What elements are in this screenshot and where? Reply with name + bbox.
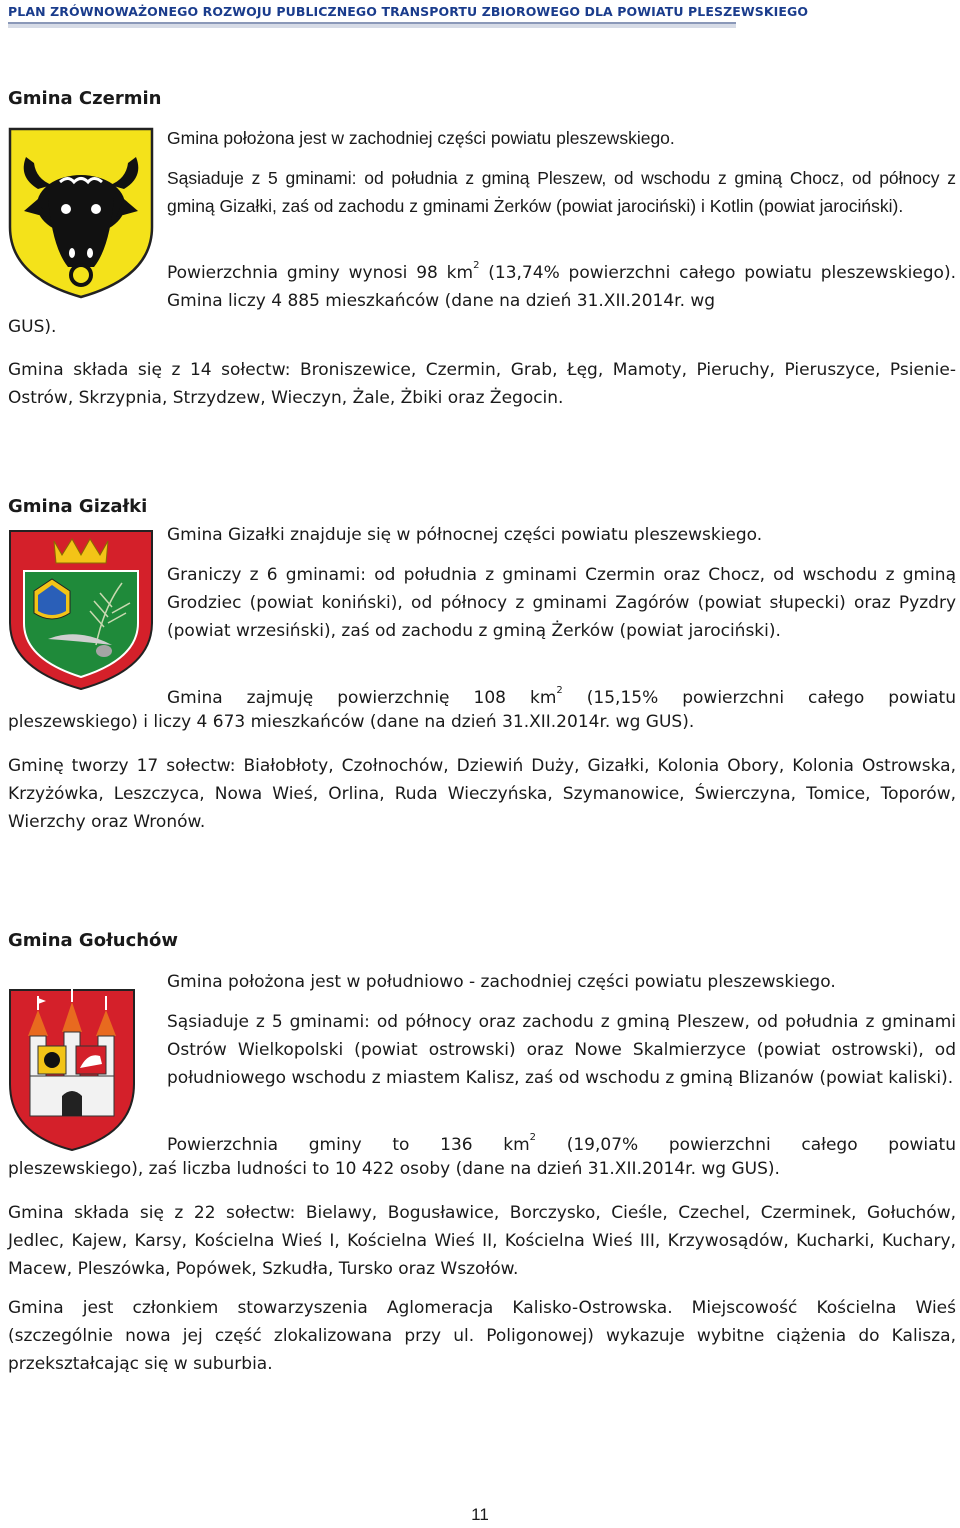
header-rule-shadow [8, 24, 736, 28]
gizalki-paragraph-neighbours: Graniczy z 6 gminami: od południa z gminami Czermin oraz Chocz, od wschodu z gminą Grodziec (powiat koniński), od północy z gminami Zagórów (powiat słupecki) oraz Pyzdry (powiat wrzesiński), zaś od zachodu z gminą Żerków (powiat jarociński). [167, 565, 956, 641]
knight-rider-icon [76, 1046, 106, 1074]
goluchow-area-continued: pleszewskiego), zaś liczba ludności to 10 422 osoby (dane na dzień 31.XII.2014r. wg GUS). [8, 1159, 780, 1179]
ox-head-small-icon [38, 1046, 66, 1074]
czermin-area-unit-sup: 2 [473, 260, 480, 272]
goluchow-area-text: Powierzchnia gminy to 136 km [167, 1135, 530, 1155]
goluchow-coat-of-arms [8, 984, 136, 1152]
gizalki-coat-of-arms [8, 527, 154, 691]
czermin-area-text-2: (13,74% powierzchni całego powiatu pleszewskiego). Gmina liczy 4 885 mieszkańców (dane na dzień 31.XII.2014r. wg [167, 263, 956, 311]
czermin-paragraph-location: Gmina położona jest w zachodniej części powiatu pleszewskiego. [167, 128, 675, 148]
gizalki-area-continued: pleszewskiego) i liczy 4 673 mieszkańców (dane na dzień 31.XII.2014r. wg GUS). [8, 712, 695, 732]
czermin-paragraph-neighbours: Sąsiaduje z 5 gminami: od południa z gminą Pleszew, od wschodu z gminą Chocz, od północy z gminą Gizałki, zaś od zachodu z gminami Żerków (powiat jarociński) i Kotlin (powiat jarociński). [167, 168, 956, 216]
gizalki-paragraph-solectwa: Gminę tworzy 17 sołectw: Białobłoty, Czołnochów, Dziewiń Duży, Gizałki, Kolonia Obory, Kolonia Ostrowska, Krzyżówka, Leszczyca, Nowa Wieś, Orlina, Ruda Wieczyńska, Szymanowice, Świerczyna, Tomice, Toporów, Wierzchy oraz Wronów. [8, 756, 956, 832]
czermin-coat-of-arms [8, 127, 154, 299]
gizalki-area-text: Gmina zajmuję powierzchnię 108 km [167, 688, 557, 708]
goluchow-area-unit-sup: 2 [529, 1132, 537, 1144]
czermin-paragraph-solectwa: Gmina składa się z 14 sołectw: Broniszewice, Czermin, Grab, Łęg, Mamoty, Pieruchy, Pieruszyce, Psienie-Ostrów, Skrzypnia, Strzydzew, Wieczyn, Żale, Żbiki oraz Żegocin. [8, 360, 956, 408]
czermin-area-text: Powierzchnia gminy wynosi 98 km [167, 263, 474, 283]
page-number: 11 [471, 1505, 489, 1524]
goluchow-area-text-2: (19,07% powierzchni całego powiatu [536, 1135, 956, 1155]
gizalki-paragraph-area [167, 684, 956, 712]
section-heading-goluchow: Gmina Gołuchów [8, 930, 179, 951]
czermin-area-end: GUS). [8, 317, 57, 337]
gizalki-area-unit-sup: 2 [556, 685, 563, 697]
czermin-paragraph-area [167, 259, 956, 315]
document-header: PLAN ZRÓWNOWAŻONEGO ROZWOJU PUBLICZNEGO TRANSPORTU ZBIOROWEGO DLA POWIATU PLESZEWSKIEGO [8, 4, 809, 19]
goluchow-paragraph-neighbours: Sąsiaduje z 5 gminami: od północy oraz zachodu z gminą Pleszew, od południa z gminami Ostrów Wielkopolski (powiat ostrowski) oraz Nowe Skalmierzyce (powiat ostrowski), od południowego wschodu z miastem Kalisz, zaś od wschodu z gminą Blizanów (powiat kaliski). [167, 1012, 956, 1088]
goluchow-paragraph-area [167, 1131, 956, 1159]
goluchow-paragraph-location: Gmina położona jest w południowo - zachodniej części powiatu pleszewskiego. [167, 972, 836, 992]
gizalki-paragraph-location: Gmina Gizałki znajduje się w północnej części powiatu pleszewskiego. [167, 525, 763, 545]
goluchow-paragraph-association: Gmina jest członkiem stowarzyszenia Aglomeracja Kalisko-Ostrowska. Miejscowość Kościelna Wieś (szczególnie nowa jej część zlokalizowana przy ul. Poligonowej) wykazuje wybitne ciążenia do Kalisza, przekształcając się w suburbia. [8, 1298, 956, 1374]
section-heading-gizalki: Gmina Gizałki [8, 496, 148, 517]
gizalki-area-text-2: (15,15% powierzchni całego powiatu [562, 688, 956, 708]
goluchow-paragraph-solectwa: Gmina składa się z 22 sołectw: Bielawy, Bogusławice, Borczysko, Cieśle, Czechel, Czerminek, Gołuchów, Jedlec, Kajew, Karsy, Kościelna Wieś I, Kościelna Wieś II, Kościelna Wieś III, Krzywosądów, Kucharki, Kuchary, Macew, Pleszówka, Popówek, Szkudła, Tursko oraz Wszołów. [8, 1203, 956, 1279]
section-heading-czermin: Gmina Czermin [8, 88, 162, 109]
